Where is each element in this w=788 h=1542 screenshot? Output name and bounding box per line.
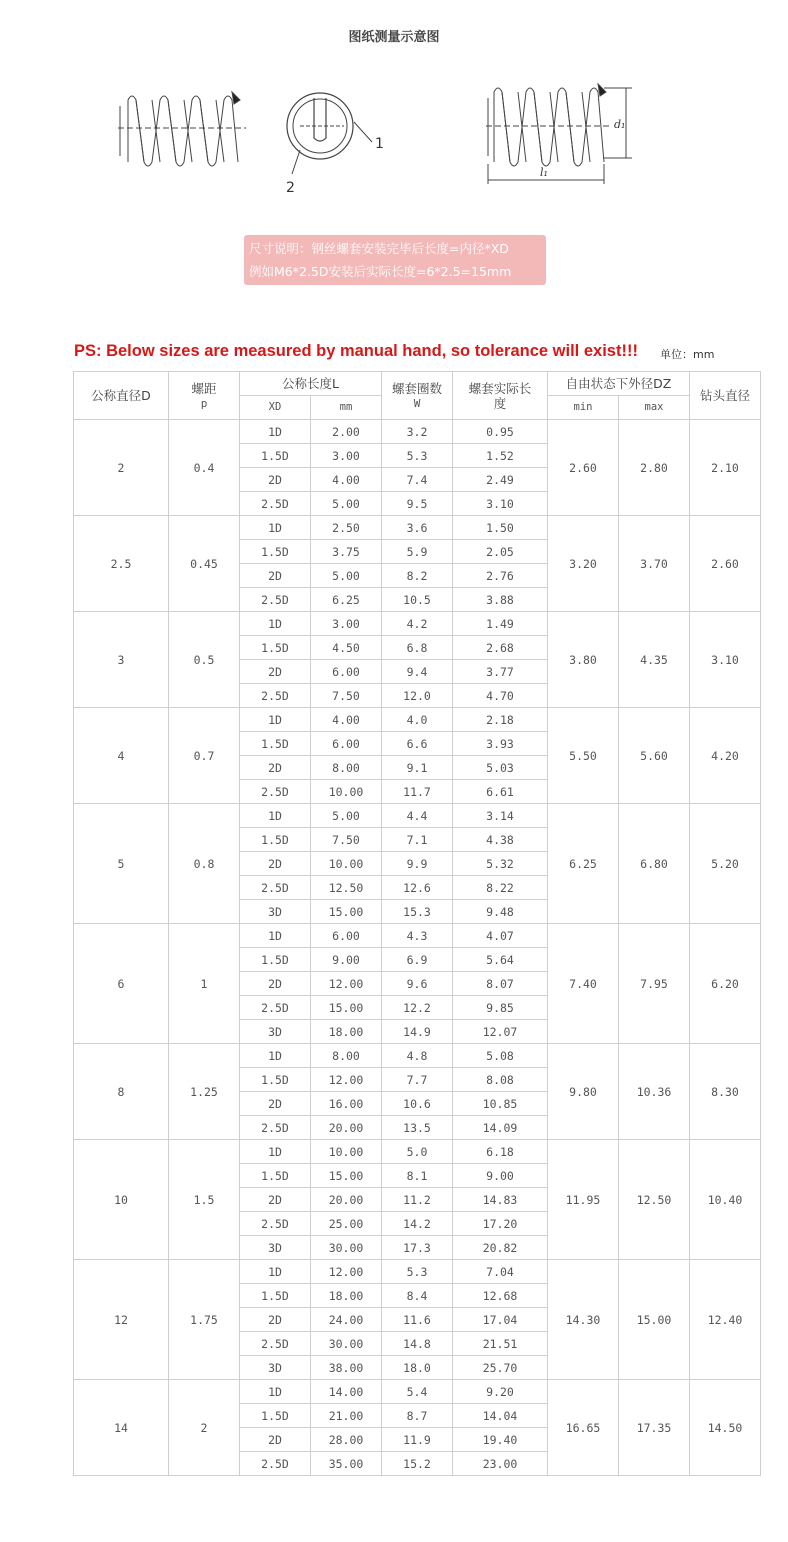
cell-length-xd: 2.5D: [240, 996, 311, 1020]
cell-coils: 17.3: [382, 1236, 453, 1260]
cell-drill-diameter: 4.20: [690, 708, 761, 804]
cell-coils: 14.8: [382, 1332, 453, 1356]
cell-length-mm: 25.00: [311, 1212, 382, 1236]
cell-length-xd: 2.5D: [240, 1212, 311, 1236]
cell-actual-length: 9.00: [453, 1164, 548, 1188]
header-pitch: [169, 372, 240, 420]
cell-length-mm: 4.00: [311, 708, 382, 732]
header-length: 公称长度L: [240, 372, 382, 396]
cell-length-mm: 30.00: [311, 1332, 382, 1356]
cell-length-mm: 6.00: [311, 732, 382, 756]
header-max: max: [619, 396, 690, 420]
header-min: min: [548, 396, 619, 420]
cell-length-xd: 3D: [240, 1356, 311, 1380]
cell-coils: 5.3: [382, 444, 453, 468]
cell-length-xd: 2D: [240, 660, 311, 684]
cell-actual-length: 19.40: [453, 1428, 548, 1452]
cell-coils: 5.4: [382, 1380, 453, 1404]
cell-coils: 5.0: [382, 1140, 453, 1164]
cell-coils: 8.2: [382, 564, 453, 588]
table-row: [74, 1140, 761, 1164]
cell-length-xd: 2.5D: [240, 876, 311, 900]
header-length-mm: mm: [311, 396, 382, 420]
cell-coils: 14.9: [382, 1020, 453, 1044]
cell-coils: 8.1: [382, 1164, 453, 1188]
spec-table: [73, 371, 761, 1476]
cell-actual-length: 23.00: [453, 1452, 548, 1476]
cell-free-dia-max: 15.00: [619, 1260, 690, 1380]
header-nominal: 公称直径D: [74, 372, 169, 420]
cell-nominal-diameter: 5: [74, 804, 169, 924]
cell-coils: 7.4: [382, 468, 453, 492]
cell-free-dia-max: 7.95: [619, 924, 690, 1044]
table-row: [74, 516, 761, 540]
cell-free-dia-max: 2.80: [619, 420, 690, 516]
cell-coils: 4.8: [382, 1044, 453, 1068]
header-drill: 钻头直径: [690, 372, 761, 420]
cell-length-mm: 21.00: [311, 1404, 382, 1428]
cell-length-xd: 2D: [240, 1092, 311, 1116]
cell-free-dia-min: 5.50: [548, 708, 619, 804]
cell-coils: 12.0: [382, 684, 453, 708]
cell-actual-length: 14.83: [453, 1188, 548, 1212]
cell-length-xd: 1.5D: [240, 636, 311, 660]
cell-length-mm: 4.50: [311, 636, 382, 660]
cell-coils: 9.5: [382, 492, 453, 516]
cell-length-xd: 2.5D: [240, 1452, 311, 1476]
cell-drill-diameter: 5.20: [690, 804, 761, 924]
cell-actual-length: 8.22: [453, 876, 548, 900]
cell-length-mm: 30.00: [311, 1236, 382, 1260]
cell-free-dia-max: 17.35: [619, 1380, 690, 1476]
cell-length-mm: 7.50: [311, 828, 382, 852]
cell-nominal-diameter: 8: [74, 1044, 169, 1140]
cell-coils: 15.2: [382, 1452, 453, 1476]
cell-nominal-diameter: 14: [74, 1380, 169, 1476]
page-title: 图纸测量示意图: [348, 30, 440, 45]
cell-coils: 4.0: [382, 708, 453, 732]
cell-length-xd: 1.5D: [240, 948, 311, 972]
cell-actual-length: 2.18: [453, 708, 548, 732]
cell-coils: 11.9: [382, 1428, 453, 1452]
cell-length-mm: 24.00: [311, 1308, 382, 1332]
cell-drill-diameter: 14.50: [690, 1380, 761, 1476]
header-free-dia: 自由状态下外径DZ: [548, 372, 690, 396]
coil-end-view: [287, 93, 372, 174]
cell-length-mm: 7.50: [311, 684, 382, 708]
cell-coils: 7.1: [382, 828, 453, 852]
size-note: [244, 235, 546, 285]
cell-length-mm: 6.25: [311, 588, 382, 612]
cell-length-mm: 18.00: [311, 1020, 382, 1044]
table-row: [74, 420, 761, 444]
cell-length-mm: 6.00: [311, 660, 382, 684]
cell-nominal-diameter: 3: [74, 612, 169, 708]
header-coils-label: 螺套圈数: [391, 380, 442, 396]
cell-length-xd: 1D: [240, 1140, 311, 1164]
cell-coils: 9.9: [382, 852, 453, 876]
cell-free-dia-min: 16.65: [548, 1380, 619, 1476]
cell-free-dia-min: 3.20: [548, 516, 619, 612]
cell-actual-length: 12.07: [453, 1020, 548, 1044]
cell-length-xd: 1.5D: [240, 1404, 311, 1428]
cell-drill-diameter: 3.10: [690, 612, 761, 708]
dim-l1-label: l₁: [540, 166, 548, 179]
cell-coils: 8.7: [382, 1404, 453, 1428]
cell-actual-length: 9.20: [453, 1380, 548, 1404]
cell-drill-diameter: 2.60: [690, 516, 761, 612]
cell-coils: 6.6: [382, 732, 453, 756]
cell-length-xd: 1.5D: [240, 1068, 311, 1092]
cell-length-xd: 2.5D: [240, 1332, 311, 1356]
cell-coils: 11.7: [382, 780, 453, 804]
cell-length-xd: 1D: [240, 1380, 311, 1404]
cell-length-xd: 1D: [240, 924, 311, 948]
callout-2-label: 2: [286, 180, 295, 196]
cell-pitch: 1.75: [169, 1260, 240, 1380]
ps-warning: PS: Below sizes are measured by manual hand, so tolerance will exist!!!: [74, 342, 638, 360]
cell-pitch: 0.5: [169, 612, 240, 708]
cell-actual-length: 14.04: [453, 1404, 548, 1428]
cell-free-dia-min: 3.80: [548, 612, 619, 708]
table-row: [74, 708, 761, 732]
cell-actual-length: 4.07: [453, 924, 548, 948]
cell-free-dia-max: 4.35: [619, 612, 690, 708]
cell-drill-diameter: 12.40: [690, 1260, 761, 1380]
cell-length-xd: 1.5D: [240, 732, 311, 756]
cell-coils: 11.2: [382, 1188, 453, 1212]
coil-side-view-right: [486, 84, 632, 184]
cell-length-xd: 2D: [240, 1428, 311, 1452]
cell-length-mm: 38.00: [311, 1356, 382, 1380]
cell-coils: 8.4: [382, 1284, 453, 1308]
cell-actual-length: 3.10: [453, 492, 548, 516]
cell-coils: 13.5: [382, 1116, 453, 1140]
cell-length-mm: 2.50: [311, 516, 382, 540]
cell-actual-length: 3.14: [453, 804, 548, 828]
cell-length-xd: 1D: [240, 420, 311, 444]
cell-length-xd: 3D: [240, 1236, 311, 1260]
cell-length-xd: 1.5D: [240, 1284, 311, 1308]
cell-coils: 15.3: [382, 900, 453, 924]
cell-actual-length: 2.05: [453, 540, 548, 564]
cell-actual-length: 0.95: [453, 420, 548, 444]
cell-actual-length: 1.52: [453, 444, 548, 468]
cell-length-xd: 2D: [240, 468, 311, 492]
cell-nominal-diameter: 2: [74, 420, 169, 516]
cell-coils: 7.7: [382, 1068, 453, 1092]
cell-nominal-diameter: 12: [74, 1260, 169, 1380]
cell-coils: 9.4: [382, 660, 453, 684]
cell-length-xd: 1D: [240, 708, 311, 732]
callout-1-label: 1: [375, 136, 384, 152]
coil-drawings: [0, 78, 788, 198]
cell-pitch: 0.45: [169, 516, 240, 612]
cell-coils: 9.1: [382, 756, 453, 780]
cell-length-xd: 1.5D: [240, 540, 311, 564]
cell-coils: 6.9: [382, 948, 453, 972]
header-pitch-label: 螺距: [191, 380, 217, 396]
cell-actual-length: 17.20: [453, 1212, 548, 1236]
cell-length-mm: 16.00: [311, 1092, 382, 1116]
cell-free-dia-max: 6.80: [619, 804, 690, 924]
cell-actual-length: 9.85: [453, 996, 548, 1020]
cell-free-dia-max: 10.36: [619, 1044, 690, 1140]
cell-length-mm: 15.00: [311, 1164, 382, 1188]
cell-coils: 5.3: [382, 1260, 453, 1284]
cell-nominal-diameter: 4: [74, 708, 169, 804]
cell-free-dia-min: 6.25: [548, 804, 619, 924]
table-row: [74, 924, 761, 948]
cell-coils: 4.2: [382, 612, 453, 636]
cell-actual-length: 5.32: [453, 852, 548, 876]
cell-free-dia-max: 3.70: [619, 516, 690, 612]
cell-length-xd: 2D: [240, 1308, 311, 1332]
cell-actual-length: 10.85: [453, 1092, 548, 1116]
cell-length-xd: 2D: [240, 564, 311, 588]
cell-pitch: 1.5: [169, 1140, 240, 1260]
cell-length-mm: 15.00: [311, 996, 382, 1020]
cell-actual-length: 1.50: [453, 516, 548, 540]
cell-actual-length: 21.51: [453, 1332, 548, 1356]
cell-coils: 3.2: [382, 420, 453, 444]
cell-actual-length: 3.77: [453, 660, 548, 684]
cell-length-xd: 1.5D: [240, 828, 311, 852]
coil-side-view-left: [118, 92, 246, 166]
cell-actual-length: 4.38: [453, 828, 548, 852]
cell-length-mm: 5.00: [311, 492, 382, 516]
cell-length-xd: 2D: [240, 972, 311, 996]
cell-drill-diameter: 8.30: [690, 1044, 761, 1140]
cell-length-mm: 5.00: [311, 564, 382, 588]
cell-length-xd: 2.5D: [240, 492, 311, 516]
cell-coils: 12.2: [382, 996, 453, 1020]
cell-coils: 14.2: [382, 1212, 453, 1236]
cell-actual-length: 2.68: [453, 636, 548, 660]
cell-length-mm: 9.00: [311, 948, 382, 972]
cell-coils: 4.3: [382, 924, 453, 948]
cell-nominal-diameter: 6: [74, 924, 169, 1044]
cell-length-xd: 2D: [240, 1188, 311, 1212]
cell-coils: 12.6: [382, 876, 453, 900]
cell-coils: 6.8: [382, 636, 453, 660]
cell-length-xd: 3D: [240, 1020, 311, 1044]
cell-pitch: 0.4: [169, 420, 240, 516]
cell-length-xd: 1D: [240, 804, 311, 828]
cell-actual-length: 8.08: [453, 1068, 548, 1092]
cell-actual-length: 2.49: [453, 468, 548, 492]
cell-actual-length: 5.64: [453, 948, 548, 972]
cell-actual-length: 2.76: [453, 564, 548, 588]
cell-length-xd: 1D: [240, 612, 311, 636]
cell-length-xd: 2.5D: [240, 684, 311, 708]
cell-actual-length: 5.08: [453, 1044, 548, 1068]
cell-length-mm: 18.00: [311, 1284, 382, 1308]
spec-table-body: [74, 420, 761, 1476]
cell-coils: 10.6: [382, 1092, 453, 1116]
cell-free-dia-min: 11.95: [548, 1140, 619, 1260]
cell-length-mm: 8.00: [311, 1044, 382, 1068]
cell-actual-length: 6.61: [453, 780, 548, 804]
note-line-2: 例如M6*2.5D安装后实际长度=6*2.5=15mm: [249, 264, 512, 279]
unit-label: 单位：mm: [660, 348, 715, 361]
cell-length-mm: 12.00: [311, 1068, 382, 1092]
table-row: [74, 1044, 761, 1068]
cell-length-xd: 3D: [240, 900, 311, 924]
note-line-1: 尺寸说明：钢丝螺套安装完毕后长度=内径*XD: [249, 241, 509, 256]
header-actual: 螺套实际长度: [453, 372, 548, 420]
cell-length-mm: 15.00: [311, 900, 382, 924]
cell-length-xd: 1D: [240, 516, 311, 540]
cell-length-mm: 6.00: [311, 924, 382, 948]
table-row: [74, 1380, 761, 1404]
cell-actual-length: 20.82: [453, 1236, 548, 1260]
cell-length-mm: 10.00: [311, 1140, 382, 1164]
cell-actual-length: 12.68: [453, 1284, 548, 1308]
cell-actual-length: 1.49: [453, 612, 548, 636]
cell-free-dia-min: 14.30: [548, 1260, 619, 1380]
cell-length-mm: 4.00: [311, 468, 382, 492]
cell-length-mm: 20.00: [311, 1116, 382, 1140]
cell-length-xd: 2D: [240, 756, 311, 780]
cell-length-mm: 12.50: [311, 876, 382, 900]
cell-coils: 18.0: [382, 1356, 453, 1380]
cell-coils: 4.4: [382, 804, 453, 828]
dim-d1-label: d₁: [614, 118, 626, 131]
cell-actual-length: 8.07: [453, 972, 548, 996]
cell-length-xd: 1.5D: [240, 444, 311, 468]
cell-length-mm: 28.00: [311, 1428, 382, 1452]
header-pitch-sub: p: [200, 396, 208, 410]
cell-actual-length: 7.04: [453, 1260, 548, 1284]
cell-length-xd: 2.5D: [240, 780, 311, 804]
cell-actual-length: 3.93: [453, 732, 548, 756]
cell-length-xd: 2.5D: [240, 1116, 311, 1140]
cell-actual-length: 25.70: [453, 1356, 548, 1380]
cell-actual-length: 17.04: [453, 1308, 548, 1332]
cell-length-mm: 12.00: [311, 1260, 382, 1284]
cell-actual-length: 6.18: [453, 1140, 548, 1164]
cell-actual-length: 9.48: [453, 900, 548, 924]
cell-length-mm: 12.00: [311, 972, 382, 996]
cell-coils: 10.5: [382, 588, 453, 612]
cell-length-mm: 35.00: [311, 1452, 382, 1476]
cell-actual-length: 4.70: [453, 684, 548, 708]
cell-length-xd: 1.5D: [240, 1164, 311, 1188]
table-row: [74, 804, 761, 828]
cell-pitch: 0.8: [169, 804, 240, 924]
cell-length-xd: 2D: [240, 852, 311, 876]
cell-pitch: 0.7: [169, 708, 240, 804]
cell-drill-diameter: 10.40: [690, 1140, 761, 1260]
cell-drill-diameter: 6.20: [690, 924, 761, 1044]
cell-length-mm: 3.75: [311, 540, 382, 564]
header-length-xd: XD: [240, 396, 311, 420]
cell-length-mm: 14.00: [311, 1380, 382, 1404]
cell-length-xd: 2.5D: [240, 588, 311, 612]
cell-free-dia-min: 7.40: [548, 924, 619, 1044]
cell-length-mm: 8.00: [311, 756, 382, 780]
cell-free-dia-max: 5.60: [619, 708, 690, 804]
cell-length-mm: 3.00: [311, 612, 382, 636]
cell-pitch: 1: [169, 924, 240, 1044]
cell-length-mm: 10.00: [311, 780, 382, 804]
cell-coils: 3.6: [382, 516, 453, 540]
cell-nominal-diameter: 2.5: [74, 516, 169, 612]
cell-actual-length: 14.09: [453, 1116, 548, 1140]
header-coils: [382, 372, 453, 420]
cell-free-dia-min: 2.60: [548, 420, 619, 516]
cell-actual-length: 3.88: [453, 588, 548, 612]
header-coils-sub: W: [413, 396, 421, 410]
cell-length-mm: 2.00: [311, 420, 382, 444]
cell-pitch: 1.25: [169, 1044, 240, 1140]
cell-length-mm: 20.00: [311, 1188, 382, 1212]
cell-free-dia-max: 12.50: [619, 1140, 690, 1260]
cell-length-mm: 3.00: [311, 444, 382, 468]
cell-coils: 11.6: [382, 1308, 453, 1332]
cell-length-mm: 5.00: [311, 804, 382, 828]
table-row: [74, 612, 761, 636]
table-row: [74, 1260, 761, 1284]
cell-actual-length: 5.03: [453, 756, 548, 780]
cell-nominal-diameter: 10: [74, 1140, 169, 1260]
cell-coils: 5.9: [382, 540, 453, 564]
cell-pitch: 2: [169, 1380, 240, 1476]
cell-length-xd: 1D: [240, 1260, 311, 1284]
cell-free-dia-min: 9.80: [548, 1044, 619, 1140]
cell-coils: 9.6: [382, 972, 453, 996]
cell-length-mm: 10.00: [311, 852, 382, 876]
cell-drill-diameter: 2.10: [690, 420, 761, 516]
cell-length-xd: 1D: [240, 1044, 311, 1068]
